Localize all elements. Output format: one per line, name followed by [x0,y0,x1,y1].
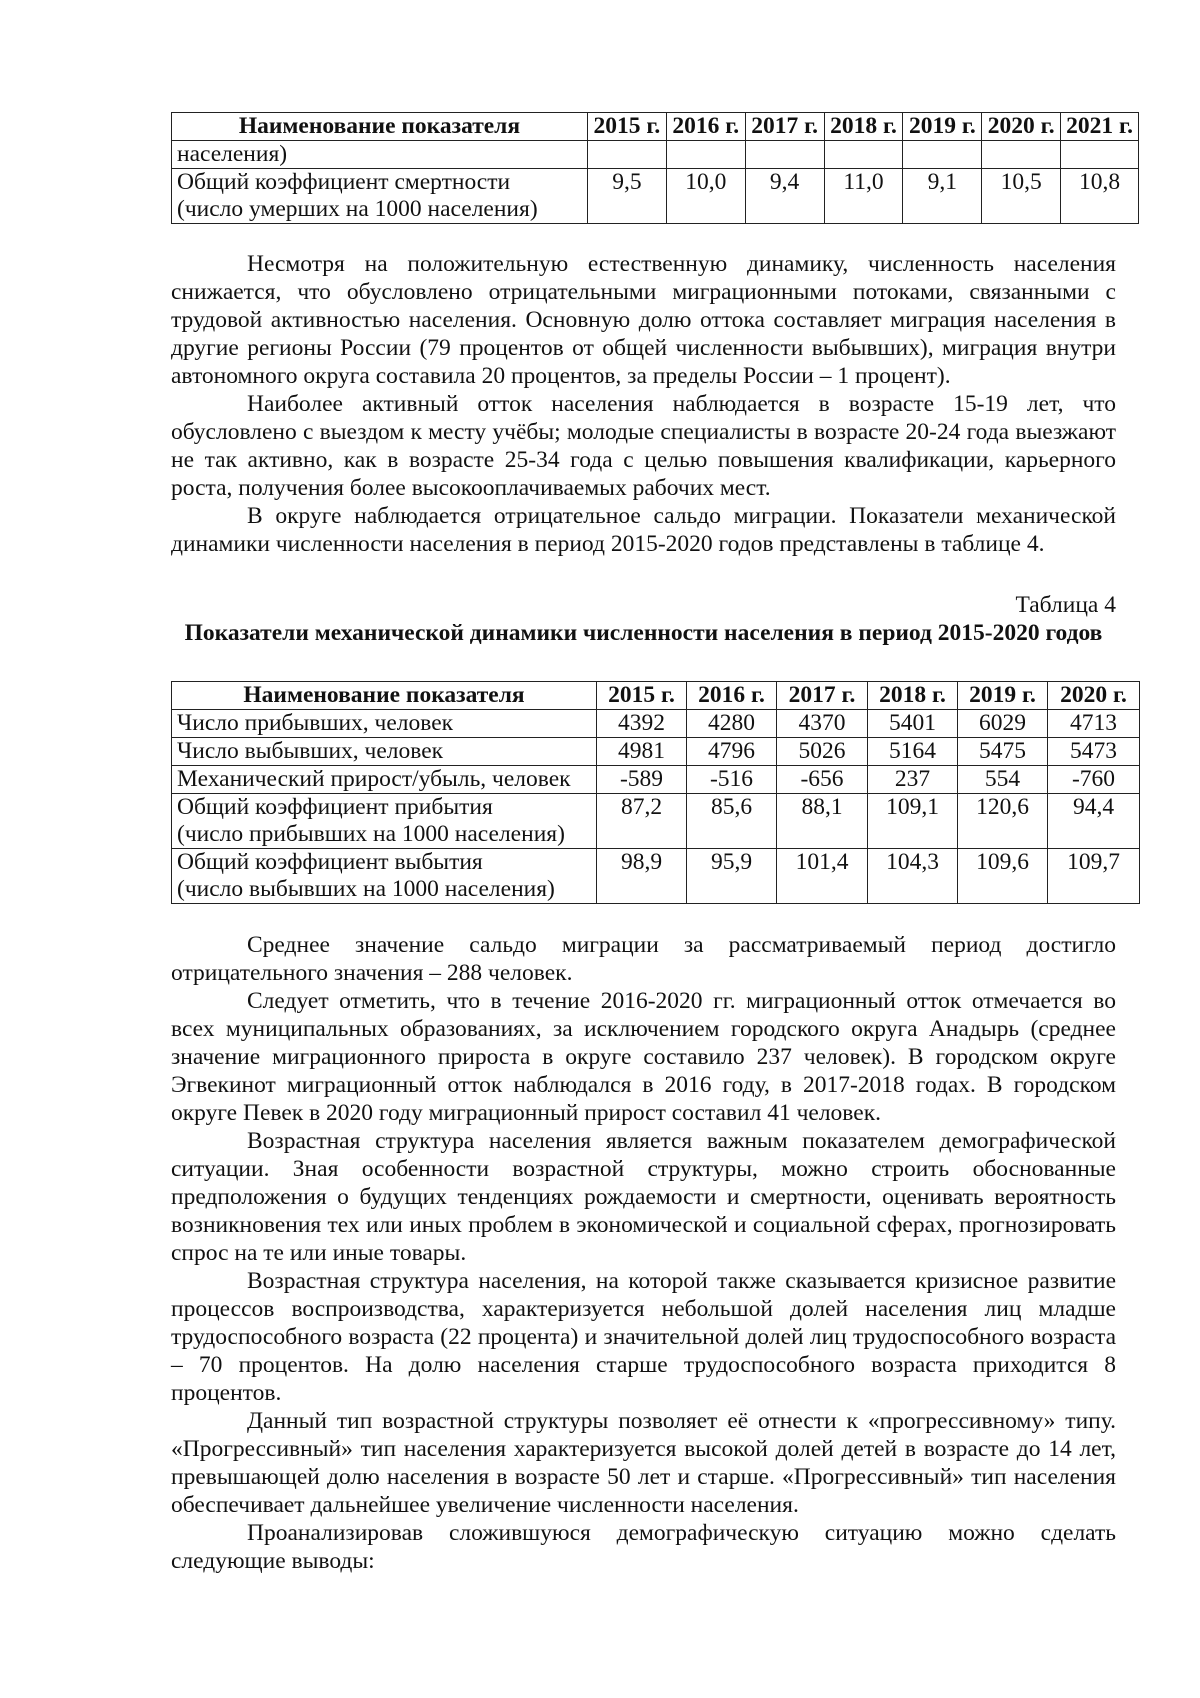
column-header: 2015 г. [587,113,666,141]
table-number-label: Таблица 4 [1015,592,1116,618]
table-cell: 109,1 [868,794,958,849]
table-cell: 87,2 [597,794,687,849]
table-row [172,766,1140,794]
table-row [172,849,1140,904]
table-migration [171,681,1140,904]
table-row [172,710,1140,738]
paragraph: Возрастная структура населения, на которой также сказывается кризисное развитие процессов воспроизводства, характеризуется небольшой долей населения лиц младше трудоспособного возраста (22 процента) и значительной долей лиц трудоспособного возраста – 70 процентов. На долю населения старше трудоспособного возраста приходится 8 процентов. [171,1268,1116,1406]
table-header-row [172,113,1139,141]
table-cell: 4713 [1048,710,1140,738]
row-label [172,169,588,224]
table-cell: 10,8 [1061,169,1139,224]
table-cell: 4280 [687,710,777,738]
table-cell: 98,9 [597,849,687,904]
table-row [172,738,1140,766]
table-cell: 104,3 [868,849,958,904]
table-cell [745,141,824,169]
table-row [172,169,1139,224]
column-header: 2016 г. [666,113,745,141]
table-cell: 5026 [777,738,868,766]
table-header-row [172,682,1140,710]
table-cell: 88,1 [777,794,868,849]
paragraph: Возрастная структура населения является важным показателем демографической ситуации. Зная особенности возрастной структуры, можно строить обоснованные предположения о будущих тенденциях рождаемости и смертности, оценивать вероятность возникновения тех или иных проблем в экономической и социальной сферах, прогнозировать спрос на те или иные товары. [171,1128,1116,1266]
table-mortality [171,112,1139,224]
table-cell: 85,6 [687,794,777,849]
row-label-line: Общий коэффициент выбытия [177,849,483,875]
table-cell: 9,4 [745,169,824,224]
table-cell [903,141,982,169]
row-label-line: (число прибывших на 1000 населения) [177,821,565,847]
table-cell: 9,5 [587,169,666,224]
row-label-line: (число умерших на 1000 населения) [177,196,538,222]
row-label [172,738,597,766]
column-header: Наименование показателя [172,682,597,710]
column-header: 2020 г. [982,113,1061,141]
table-cell [666,141,745,169]
table-cell: 120,6 [958,794,1048,849]
table-cell: 4796 [687,738,777,766]
paragraph: В округе наблюдается отрицательное сальдо миграции. Показатели механической динамики численности населения в период 2015-2020 годов представлены в таблице 4. [171,503,1116,557]
column-header: 2019 г. [903,113,982,141]
table-cell [1061,141,1139,169]
table-cell: 101,4 [777,849,868,904]
table-cell: 10,5 [982,169,1061,224]
row-label [172,766,597,794]
row-label [172,794,597,849]
paragraph: Несмотря на положительную естественную динамику, численность населения снижается, что обусловлено отрицательными миграционными потоками, связанными с трудовой активностью населения. Основную долю оттока составляет миграция населения в другие регионы России (79 процентов от общей численности выбывших), миграция внутри автономного округа составила 20 процентов, за пределы России – 1 процент). [171,251,1116,389]
row-label [172,710,597,738]
column-header: 2021 г. [1061,113,1139,141]
row-label-line: Общий коэффициент смертности [177,169,511,195]
table-cell: 4392 [597,710,687,738]
table-cell: 5473 [1048,738,1140,766]
table-cell [587,141,666,169]
column-header: 2017 г. [745,113,824,141]
body-text-section-b [171,931,1116,1575]
column-header: 2019 г. [958,682,1048,710]
table-cell: -656 [777,766,868,794]
table-cell [982,141,1061,169]
table-cell: -589 [597,766,687,794]
paragraph: Наиболее активный отток населения наблюдается в возрасте 15-19 лет, что обусловлено с выездом к месту учёбы; молодые специалисты в возрасте 20-24 года выезжают не так активно, как в возрасте 25-34 года с целью повышения квалификации, карьерного роста, получения более высокооплачиваемых рабочих мест. [171,391,1116,501]
table-cell: 10,0 [666,169,745,224]
column-header: Наименование показателя [172,113,588,141]
table-row [172,141,1139,169]
paragraph: Среднее значение сальдо миграции за рассматриваемый период достигло отрицательного значения – 288 человек. [171,932,1116,986]
table-cell: 109,6 [958,849,1048,904]
paragraph: Проанализировав сложившуюся демографическую ситуацию можно сделать следующие выводы: [171,1520,1116,1574]
table-cell: 95,9 [687,849,777,904]
table-row [172,794,1140,849]
table-cell: 11,0 [824,169,903,224]
column-header: 2018 г. [824,113,903,141]
table-cell: -760 [1048,766,1140,794]
table-cell: 237 [868,766,958,794]
row-label-line: населения) [177,141,288,167]
table-cell: 5401 [868,710,958,738]
table-cell: 6029 [958,710,1048,738]
table-cell: -516 [687,766,777,794]
paragraph: Следует отметить, что в течение 2016-2020 гг. миграционный отток отмечается во всех муниципальных образованиях, за исключением городского округа Анадырь (среднее значение миграционного прироста в округе составило 237 человек). В городском округе Эгвекинот миграционный отток наблюдался в 2016 году, в 2017-2018 годах. В городском округе Певек в 2020 году миграционный прирост составил 41 человек. [171,988,1116,1126]
table-cell: 5164 [868,738,958,766]
row-label-line: Общий коэффициент прибытия [177,794,493,820]
table-cell: 5475 [958,738,1048,766]
row-label-line: (число выбывших на 1000 населения) [177,876,555,902]
column-header: 2018 г. [868,682,958,710]
paragraph: Данный тип возрастной структуры позволяет её отнести к «прогрессивному» типу. «Прогрессивный» тип населения характеризуется высокой долей детей в возрасте до 14 лет, превышающей долю населения в возрасте 50 лет и старше. «Прогрессивный» тип населения обеспечивает дальнейшее увеличение численности населения. [171,1408,1116,1518]
column-header: 2016 г. [687,682,777,710]
table4-caption [171,591,1116,647]
table-cell: 94,4 [1048,794,1140,849]
row-label-line: Число выбывших, человек [177,738,444,764]
table-cell: 9,1 [903,169,982,224]
table-cell: 4370 [777,710,868,738]
column-header: 2015 г. [597,682,687,710]
table-cell: 554 [958,766,1048,794]
table-cell: 4981 [597,738,687,766]
table-title: Показатели механической динамики численности населения в период 2015-2020 годов [184,620,1103,646]
column-header: 2020 г. [1048,682,1140,710]
table-cell [824,141,903,169]
row-label-line: Число прибывших, человек [177,710,454,736]
row-label [172,141,588,169]
row-label [172,849,597,904]
body-text-section-a [171,250,1116,558]
table-cell: 109,7 [1048,849,1140,904]
row-label-line: Механический прирост/убыль, человек [177,766,571,792]
column-header: 2017 г. [777,682,868,710]
